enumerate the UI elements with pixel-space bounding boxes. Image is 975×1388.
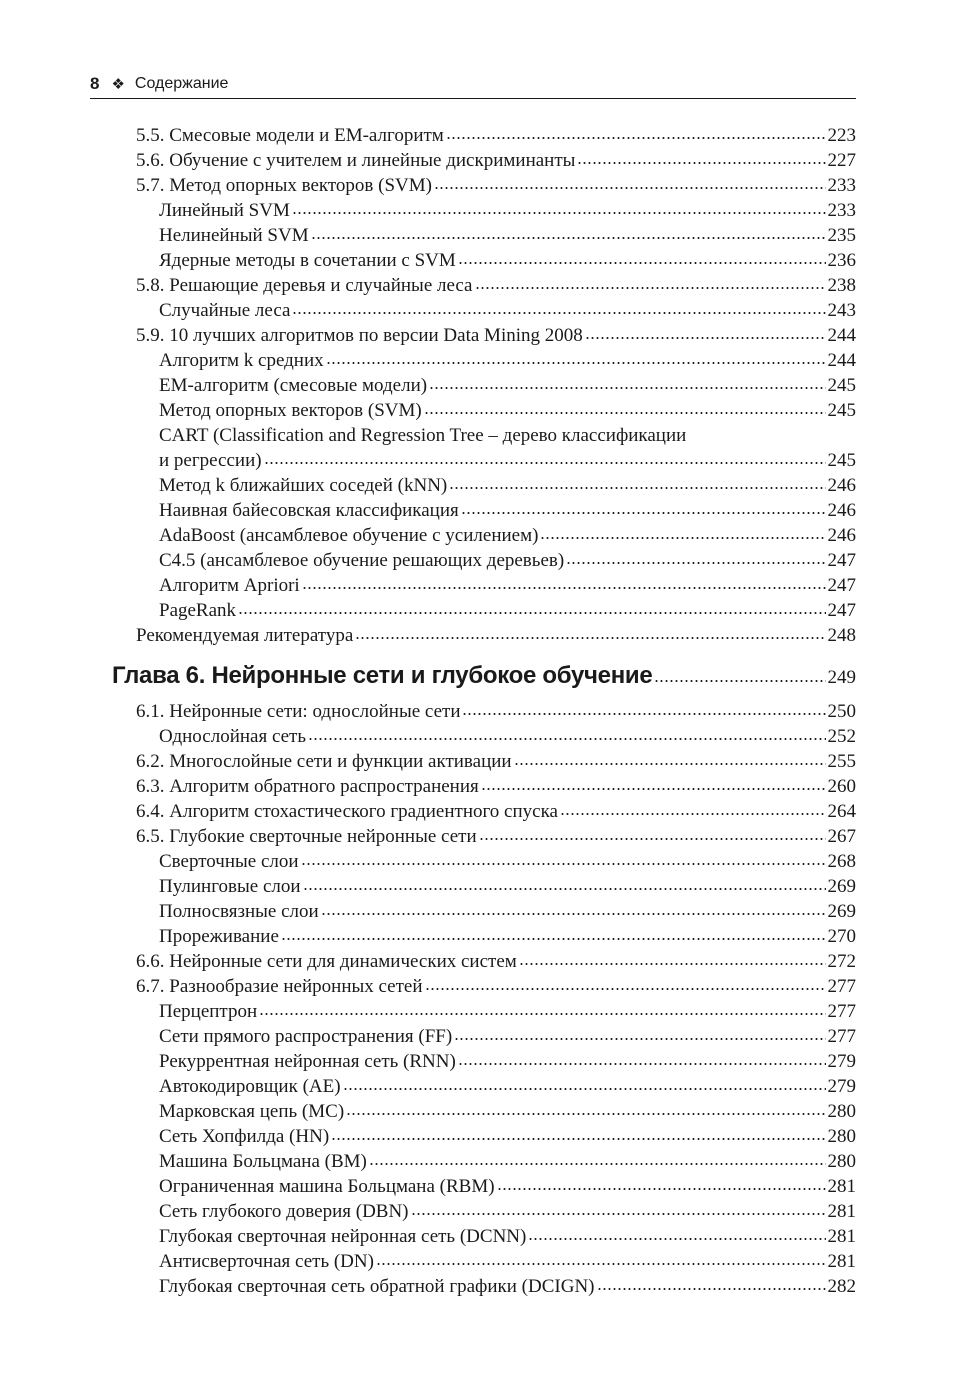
toc-entry xyxy=(112,974,856,999)
toc-entry-title: Марковская цепь (MC) xyxy=(159,1101,345,1122)
toc-entry-title: Линейный SVM xyxy=(159,200,290,221)
toc-entry-page: 233 xyxy=(827,200,856,221)
toc-entry xyxy=(112,899,856,924)
toc-entry-page: 243 xyxy=(827,300,856,321)
toc-entry xyxy=(112,1199,856,1224)
dot-leader xyxy=(434,172,826,190)
toc-entry-page: 250 xyxy=(827,701,856,722)
toc-entry-page: 279 xyxy=(827,1076,856,1097)
dot-leader xyxy=(321,898,826,916)
toc-entry-title: Сеть Хопфилда (HN) xyxy=(159,1126,330,1147)
toc-section-5-part1 xyxy=(112,123,856,423)
toc-entry-page: 247 xyxy=(827,600,856,621)
toc-entry xyxy=(112,123,856,148)
dot-leader xyxy=(264,447,826,465)
dot-leader xyxy=(585,322,826,340)
toc-entry xyxy=(112,749,856,774)
toc-entry-page: 264 xyxy=(827,801,856,822)
toc-entry-page: 245 xyxy=(827,400,856,421)
toc-entry xyxy=(112,1149,856,1174)
dot-leader xyxy=(301,848,826,866)
toc-entry-page: 246 xyxy=(827,475,856,496)
toc-entry-title: 5.9. 10 лучших алгоритмов по версии Data Mining 2008 xyxy=(136,325,583,346)
toc-entry xyxy=(112,348,856,373)
toc-entry-page: 247 xyxy=(827,550,856,571)
toc-entry xyxy=(112,248,856,273)
toc-entry-page: 233 xyxy=(827,175,856,196)
toc-entry-title: 6.6. Нейронные сети для динамических систем xyxy=(136,951,517,972)
dot-leader xyxy=(519,948,826,966)
toc-entry-page: 260 xyxy=(827,776,856,797)
toc-entry xyxy=(112,1174,856,1199)
dot-leader xyxy=(355,622,825,640)
page-number: 8 xyxy=(90,74,100,93)
running-header xyxy=(90,70,856,99)
toc-entry-page: 236 xyxy=(827,250,856,271)
toc-entry-title: 6.2. Многослойные сети и функции активации xyxy=(136,751,512,772)
dot-leader xyxy=(475,272,826,290)
dot-leader xyxy=(540,522,825,540)
toc-entry-page: 223 xyxy=(827,125,856,146)
toc-entry-page: 268 xyxy=(827,851,856,872)
toc-entry-page: 269 xyxy=(827,876,856,897)
toc-entry xyxy=(112,1049,856,1074)
dot-leader xyxy=(343,1073,826,1091)
dot-leader xyxy=(308,723,825,741)
toc-entry xyxy=(112,148,856,173)
dot-leader xyxy=(458,247,826,265)
toc-entry-page: 245 xyxy=(827,450,856,471)
toc-entry xyxy=(112,323,856,348)
toc-entry-title: EM-алгоритм (смесовые модели) xyxy=(159,375,428,396)
toc-entry xyxy=(112,273,856,298)
toc-section-5-part2 xyxy=(112,473,856,648)
toc-entry xyxy=(112,724,856,749)
toc-entry-title: 6.1. Нейронные сети: однослойные сети xyxy=(136,701,461,722)
toc-entry-page: 245 xyxy=(827,375,856,396)
toc-entry-title: Автокодировщик (AE) xyxy=(159,1076,341,1097)
toc-entry xyxy=(112,849,856,874)
toc-entry xyxy=(112,1124,856,1149)
toc-entry-title: Метод k ближайших соседей (kNN) xyxy=(159,475,448,496)
dot-leader xyxy=(446,122,826,140)
dot-leader xyxy=(449,472,825,490)
dot-leader xyxy=(597,1273,826,1291)
toc-entry-title: Глубокая сверточная сеть обратной графики (DCIGN) xyxy=(159,1276,595,1297)
toc-entry xyxy=(112,498,856,523)
toc-entry-title: 6.7. Разнообразие нейронных сетей xyxy=(136,976,423,997)
toc-entry-page: 227 xyxy=(827,150,856,171)
toc-entry xyxy=(112,223,856,248)
toc-entry-title-line1: CART (Classification and Regression Tree – дерево классификации xyxy=(159,425,687,446)
dot-leader xyxy=(577,147,825,165)
toc-section-6 xyxy=(112,699,856,1299)
toc-entry-title: Рекуррентная нейронная сеть (RNN) xyxy=(159,1051,456,1072)
dot-leader xyxy=(346,1098,825,1116)
dot-leader xyxy=(429,372,825,390)
dot-leader xyxy=(497,1173,826,1191)
toc-entry-title: Прореживание xyxy=(159,926,279,947)
toc-entry-page: 277 xyxy=(827,976,856,997)
chapter-page: 249 xyxy=(827,667,856,688)
toc-entry xyxy=(112,1224,856,1249)
dot-leader xyxy=(331,1123,825,1141)
toc-entry-title: 5.8. Решающие деревья и случайные леса xyxy=(136,275,473,296)
toc-entry-page: 281 xyxy=(827,1226,856,1247)
dot-leader xyxy=(326,347,826,365)
toc-entry-title: Сверточные слои xyxy=(159,851,299,872)
toc-entry xyxy=(112,473,856,498)
dot-leader xyxy=(566,547,825,565)
toc-entry-line2 xyxy=(112,448,856,473)
toc-entry xyxy=(112,298,856,323)
toc-entry xyxy=(112,774,856,799)
toc-entry-title: Случайные леса xyxy=(159,300,291,321)
toc-entry-page: 252 xyxy=(827,726,856,747)
dot-leader xyxy=(302,572,826,590)
toc-entry-page: 282 xyxy=(827,1276,856,1297)
toc-entry xyxy=(112,824,856,849)
toc-entry-title: 5.7. Метод опорных векторов (SVM) xyxy=(136,175,432,196)
toc-entry-page: 277 xyxy=(827,1001,856,1022)
table-of-contents xyxy=(112,123,856,1299)
dot-leader xyxy=(458,1048,826,1066)
dot-leader xyxy=(376,1248,826,1266)
toc-entry xyxy=(112,198,856,223)
toc-entry-title: 6.5. Глубокие сверточные нейронные сети xyxy=(136,826,477,847)
toc-entry xyxy=(112,548,856,573)
dot-leader xyxy=(425,973,826,991)
toc-entry xyxy=(112,1249,856,1274)
dot-leader xyxy=(411,1198,826,1216)
toc-entry-title: Нелинейный SVM xyxy=(159,225,309,246)
ornament-icon: ❖ xyxy=(111,75,125,93)
toc-entry xyxy=(112,999,856,1024)
toc-entry-page: 280 xyxy=(827,1151,856,1172)
toc-entry-title: Однослойная сеть xyxy=(159,726,307,747)
dot-leader xyxy=(560,798,826,816)
toc-entry-page: 246 xyxy=(827,500,856,521)
toc-entry-title: Антисверточная сеть (DN) xyxy=(159,1251,374,1272)
toc-entry xyxy=(112,924,856,949)
toc-entry-title: Метод опорных векторов (SVM) xyxy=(159,400,422,421)
toc-entry-title-line2: и регрессии) xyxy=(159,450,262,471)
toc-entry xyxy=(112,523,856,548)
toc-entry-page: 267 xyxy=(827,826,856,847)
toc-entry-page: 281 xyxy=(827,1251,856,1272)
toc-entry-title: Наивная байесовская классификация xyxy=(159,500,459,521)
toc-entry-title: 6.3. Алгоритм обратного распространения xyxy=(136,776,479,797)
toc-entry-page: 247 xyxy=(827,575,856,596)
dot-leader xyxy=(654,665,825,683)
toc-entry-page: 280 xyxy=(827,1101,856,1122)
dot-leader xyxy=(424,397,826,415)
toc-entry-page: 281 xyxy=(827,1176,856,1197)
toc-entry xyxy=(112,598,856,623)
toc-entry-title: 5.5. Смесовые модели и EM-алгоритм xyxy=(136,125,444,146)
toc-entry-page: 277 xyxy=(827,1026,856,1047)
dot-leader xyxy=(514,748,826,766)
dot-leader xyxy=(454,1023,825,1041)
toc-entry xyxy=(112,623,856,648)
toc-entry-page: 279 xyxy=(827,1051,856,1072)
toc-entry xyxy=(112,1024,856,1049)
dot-leader xyxy=(292,197,826,215)
toc-entry-page: 272 xyxy=(827,951,856,972)
toc-entry-title: AdaBoost (ансамблевое обучение с усилением) xyxy=(159,525,539,546)
toc-entry-page: 280 xyxy=(827,1126,856,1147)
chapter-heading xyxy=(112,662,856,693)
running-header-title: Содержание xyxy=(134,75,229,92)
dot-leader xyxy=(461,497,826,515)
dot-leader xyxy=(311,222,826,240)
dot-leader xyxy=(528,1223,825,1241)
toc-entry-title: Алгоритм k средних xyxy=(159,350,324,371)
toc-entry xyxy=(112,949,856,974)
toc-entry-title: 6.4. Алгоритм стохастического градиентного спуска xyxy=(136,801,558,822)
dot-leader xyxy=(479,823,826,841)
dot-leader xyxy=(238,597,825,615)
toc-entry xyxy=(112,1099,856,1124)
toc-entry xyxy=(112,799,856,824)
toc-entry-title: Перцептрон xyxy=(159,1001,258,1022)
dot-leader xyxy=(303,873,826,891)
toc-entry xyxy=(112,398,856,423)
toc-entry-page: 244 xyxy=(827,325,856,346)
toc-entry-page: 238 xyxy=(827,275,856,296)
toc-entry xyxy=(112,874,856,899)
toc-entry xyxy=(112,1074,856,1099)
toc-entry-title: Ядерные методы в сочетании с SVM xyxy=(159,250,456,271)
toc-entry-title: Алгоритм Apriori xyxy=(159,575,300,596)
dot-leader xyxy=(481,773,826,791)
toc-entry-title: Сеть глубокого доверия (DBN) xyxy=(159,1201,409,1222)
toc-entry-title: C4.5 (ансамблевое обучение решающих деревьев) xyxy=(159,550,565,571)
dot-leader xyxy=(462,698,825,716)
toc-entry-title: Машина Больцмана (BM) xyxy=(159,1151,367,1172)
toc-entry-title: Глубокая сверточная нейронная сеть (DCNN) xyxy=(159,1226,527,1247)
toc-entry-title: PageRank xyxy=(159,600,237,621)
toc-entry-page: 246 xyxy=(827,525,856,546)
toc-entry xyxy=(112,173,856,198)
dot-leader xyxy=(369,1148,826,1166)
toc-entry-title: Полносвязные слои xyxy=(159,901,319,922)
toc-entry-page: 244 xyxy=(827,350,856,371)
toc-entry-page: 281 xyxy=(827,1201,856,1222)
toc-entry-page: 269 xyxy=(827,901,856,922)
dot-leader xyxy=(259,998,825,1016)
toc-entry-title: Сети прямого распространения (FF) xyxy=(159,1026,453,1047)
toc-entry-page: 255 xyxy=(827,751,856,772)
chapter-title: Глава 6. Нейронные сети и глубокое обучение xyxy=(112,662,653,689)
toc-entry xyxy=(112,1274,856,1299)
toc-entry-page: 235 xyxy=(827,225,856,246)
toc-entry-title: Рекомендуемая литература xyxy=(136,625,354,646)
toc-entry-page: 270 xyxy=(827,926,856,947)
toc-entry-page: 248 xyxy=(827,625,856,646)
toc-entry-title: Пулинговые слои xyxy=(159,876,301,897)
dot-leader xyxy=(292,297,825,315)
toc-entry-cart xyxy=(112,423,856,473)
toc-entry-title: Ограниченная машина Больцмана (RBM) xyxy=(159,1176,495,1197)
toc-entry xyxy=(112,573,856,598)
toc-entry-title: 5.6. Обучение с учителем и линейные дискриминанты xyxy=(136,150,576,171)
dot-leader xyxy=(281,923,826,941)
toc-entry xyxy=(112,373,856,398)
toc-entry xyxy=(112,699,856,724)
